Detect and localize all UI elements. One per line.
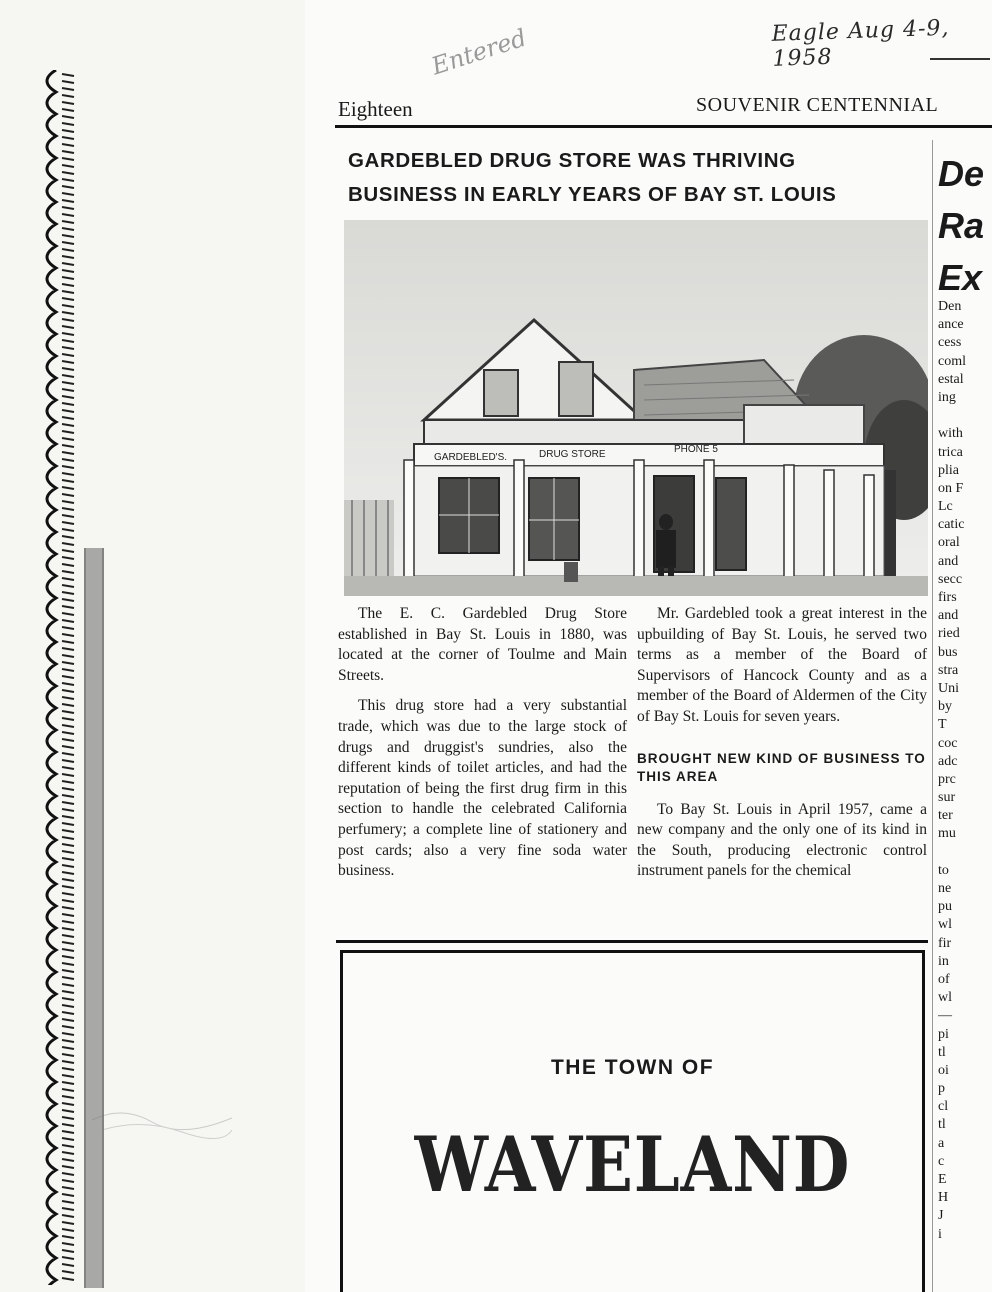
article-headline (348, 144, 923, 212)
hatch-mark (62, 1089, 74, 1091)
hatch-mark (62, 795, 74, 797)
neighbor-text-line: on F (938, 480, 964, 496)
hatch-mark (62, 242, 74, 244)
hatch-mark (62, 1201, 74, 1203)
headline-line-2: BUSINESS IN EARLY YEARS OF BAY ST. LOUIS (348, 183, 837, 206)
hatch-mark (62, 1047, 74, 1049)
hatch-mark (62, 606, 74, 608)
handwritten-entered-note: Entered (428, 23, 530, 81)
hatch-mark (62, 802, 74, 804)
hatch-mark (62, 417, 74, 419)
neighbor-text-line: cl (938, 1099, 949, 1115)
hatch-mark (62, 1180, 74, 1182)
hatch-mark (62, 410, 74, 412)
hatch-mark (62, 1110, 74, 1112)
hatch-mark (62, 1040, 74, 1042)
neighbor-text-line: mu (938, 826, 956, 842)
neighbor-text-line: cess (938, 335, 962, 351)
hatch-mark (62, 1026, 74, 1028)
hatch-mark (62, 1012, 74, 1014)
neighbor-text-line: ing (938, 389, 956, 405)
neighbor-text-line: coc (938, 735, 958, 751)
hatch-mark (62, 403, 74, 405)
hatch-mark (62, 529, 74, 531)
hatch-mark (62, 1054, 74, 1056)
hatch-mark (62, 312, 74, 314)
hatch-mark (62, 991, 74, 993)
hatch-mark (62, 235, 74, 237)
hatch-mark (62, 851, 74, 853)
hatch-mark (62, 508, 74, 510)
hatch-mark (62, 326, 74, 328)
hatch-mark (62, 305, 74, 307)
hatch-mark (62, 1061, 74, 1063)
sign-middle-text: DRUG STORE (539, 449, 606, 460)
hatch-mark (62, 473, 74, 475)
neighbor-headline (938, 148, 984, 304)
hatch-mark (62, 1082, 74, 1084)
hatch-mark (62, 1117, 74, 1119)
hatch-mark (62, 543, 74, 545)
hatch-mark (62, 221, 74, 223)
neighbor-text-line: bus (938, 644, 958, 660)
tape-strip (84, 548, 104, 1288)
column-divider (932, 140, 933, 1292)
hatch-mark (62, 935, 74, 937)
hatch-mark (62, 557, 74, 559)
hatch-mark (62, 487, 74, 489)
hatch-mark (62, 858, 74, 860)
hatch-mark (62, 984, 74, 986)
hatch-mark (62, 214, 74, 216)
hatch-mark (62, 641, 74, 643)
hatch-mark (62, 1103, 74, 1105)
neighbor-text-line (938, 407, 992, 425)
sign-right-text: PHONE 5 (674, 444, 718, 455)
hatch-mark (62, 1215, 74, 1217)
neighbor-text-line: E (938, 1172, 947, 1187)
hatch-mark (62, 522, 74, 524)
hatch-mark (62, 382, 74, 384)
hatch-mark (62, 578, 74, 580)
hatch-mark (62, 690, 74, 692)
neighbor-text-line: i (938, 1226, 942, 1242)
article-subheading: BROUGHT NEW KIND OF BUSINESS TO THIS AREA (637, 750, 926, 784)
neighbor-text-line: wl (938, 990, 952, 1006)
neighbor-text-line: ance (938, 317, 964, 333)
neighbor-text-line: c (938, 1153, 945, 1169)
hatch-mark (62, 445, 74, 447)
hatch-mark (62, 144, 74, 146)
neighbor-headline-fragment: Ra (938, 205, 985, 246)
neighbor-text-line: in (938, 953, 949, 969)
neighbor-text-line: pu (938, 899, 952, 915)
handwritten-underline (930, 58, 990, 60)
scallop-line (47, 70, 56, 1285)
publication-title: SOUVENIR CENTENNIAL (696, 94, 939, 116)
hatch-mark (62, 1124, 74, 1126)
hatch-mark (62, 669, 74, 671)
hatch-mark (62, 550, 74, 552)
hatch-mark (62, 1187, 74, 1189)
hatch-mark (62, 1173, 74, 1175)
article-column-1 (338, 604, 627, 892)
neighbor-text-line: Den (938, 299, 962, 314)
hatch-mark (62, 116, 74, 118)
hatch-mark (62, 760, 74, 762)
paper-stain (92, 1100, 232, 1140)
hatch-mark (62, 956, 74, 958)
hatch-mark (62, 494, 74, 496)
hatch-mark (62, 697, 74, 699)
neighbor-article-text (938, 298, 992, 1244)
hatch-mark (62, 200, 74, 202)
hatch-mark (62, 1159, 74, 1161)
neighbor-text-line: oi (938, 1062, 949, 1078)
hatch-mark (62, 354, 74, 356)
hatch-mark (62, 158, 74, 160)
hatch-mark (62, 753, 74, 755)
hatch-mark (62, 1068, 74, 1070)
hatch-mark (62, 816, 74, 818)
hatch-mark (62, 1264, 74, 1266)
neighbor-text-line: H (938, 1190, 949, 1206)
hatch-mark (62, 361, 74, 363)
hatch-mark (62, 270, 74, 272)
hatch-mark (62, 844, 74, 846)
article-column-2 (637, 604, 927, 892)
hatch-mark (62, 249, 74, 251)
hatch-mark (62, 1278, 74, 1280)
hatch-mark (62, 347, 74, 349)
hatch-mark (62, 284, 74, 286)
drug-store-illustration (344, 220, 928, 596)
hatch-mark (62, 655, 74, 657)
hatch-mark (62, 949, 74, 951)
hatch-mark (62, 1222, 74, 1224)
neighbor-text-line: of (938, 971, 950, 987)
hatch-mark (62, 1271, 74, 1273)
hatch-mark (62, 879, 74, 881)
hatch-mark (62, 228, 74, 230)
neighbor-text-line: J (938, 1208, 944, 1224)
hatch-mark (62, 928, 74, 930)
hatch-mark (62, 179, 74, 181)
hatch-mark (62, 396, 74, 398)
hatch-mark (62, 130, 74, 132)
hatch-mark (62, 431, 74, 433)
hatch-mark (62, 914, 74, 916)
neighbor-text-line: trica (938, 444, 963, 460)
hatch-mark (62, 893, 74, 895)
hatch-mark (62, 95, 74, 97)
hatch-mark (62, 1019, 74, 1021)
hatch-mark (62, 732, 74, 734)
neighbor-text-line: with (938, 426, 963, 442)
neighbor-text-line: plia (938, 462, 959, 478)
sign-left-text: GARDEBLED'S. (434, 452, 508, 463)
hatch-mark (62, 368, 74, 370)
hatch-mark (62, 886, 74, 888)
neighbor-text-line: ter (938, 808, 953, 824)
neighbor-text-line: and (938, 553, 959, 569)
ad-subtitle: THE TOWN OF (550, 1056, 715, 1079)
neighbor-text-line: tl (938, 1117, 946, 1133)
hatch-mark (62, 102, 74, 104)
page-number: Eighteen (338, 97, 413, 121)
hatch-mark (62, 207, 74, 209)
hatch-mark (62, 634, 74, 636)
hatch-mark (62, 564, 74, 566)
hatch-mark (62, 718, 74, 720)
hatch-mark (62, 291, 74, 293)
hatch-mark (62, 1131, 74, 1133)
neighbor-headline-fragment: De (938, 153, 985, 194)
neighbor-text-line: catic (938, 517, 965, 533)
neighbor-text-line: wl (938, 917, 952, 933)
neighbor-text-line (938, 844, 992, 862)
hatch-mark (62, 515, 74, 517)
hatch-mark (62, 424, 74, 426)
neighbor-text-line: to (938, 862, 949, 878)
hatch-mark (62, 1152, 74, 1154)
neighbor-text-line: prc (938, 771, 956, 787)
hatch-mark (62, 193, 74, 195)
neighbor-text-line: Lc (938, 499, 953, 515)
neighbor-headline-fragment: Ex (938, 257, 983, 298)
hatch-mark (62, 746, 74, 748)
hatch-mark (62, 81, 74, 83)
hatch-mark (62, 375, 74, 377)
neighbor-text-line: sur (938, 790, 956, 806)
hatch-mark (62, 900, 74, 902)
hatch-mark (62, 739, 74, 741)
hatch-mark (62, 998, 74, 1000)
hatch-mark (62, 123, 74, 125)
hatch-mark (62, 676, 74, 678)
hatch-mark (62, 599, 74, 601)
hatch-mark (62, 466, 74, 468)
hatch-mark (62, 907, 74, 909)
hatch-mark (62, 88, 74, 90)
hatch-mark (62, 1243, 74, 1245)
hatch-mark (62, 333, 74, 335)
neighbor-text-line: firs (938, 590, 957, 605)
hatch-mark (62, 620, 74, 622)
neighbor-text-line: ne (938, 881, 952, 896)
hatch-mark (62, 627, 74, 629)
hatch-mark (62, 648, 74, 650)
hatch-mark (62, 480, 74, 482)
hatch-mark (62, 725, 74, 727)
neighbor-text-line: Uni (938, 680, 959, 696)
hatch-mark (62, 774, 74, 776)
neighbor-text-line: fir (938, 935, 952, 951)
hatch-mark (62, 921, 74, 923)
hatch-mark (62, 536, 74, 538)
neighbor-text-line: secc (938, 571, 963, 587)
hatch-mark (62, 837, 74, 839)
hatch-mark (62, 704, 74, 706)
masthead-rule (335, 125, 992, 128)
hatch-mark (62, 277, 74, 279)
hatch-mark (62, 1075, 74, 1077)
hatch-mark (62, 711, 74, 713)
neighbor-text-line: T (938, 717, 947, 733)
hatch-mark (62, 1229, 74, 1231)
drug-store-photo (344, 220, 928, 596)
hatch-mark (62, 186, 74, 188)
hatch-mark (62, 74, 74, 76)
hatch-mark (62, 459, 74, 461)
neighbor-text-line: a (938, 1135, 945, 1151)
headline-line-1: GARDEBLED DRUG STORE WAS THRIVING (348, 149, 796, 172)
hatch-mark (62, 1236, 74, 1238)
hatch-mark (62, 662, 74, 664)
neighbor-text-line: ried (938, 626, 960, 642)
article-paragraph: To Bay St. Louis in April 1957, came a new company and the only one of its kind in the South, producing electronic control instrument panels for the chemical (637, 800, 927, 880)
neighbor-text-line: coml (938, 353, 966, 369)
hatch-mark (62, 438, 74, 440)
hatch-mark (62, 865, 74, 867)
hatch-mark (62, 109, 74, 111)
hatch-mark (62, 767, 74, 769)
hatch-mark (62, 683, 74, 685)
hatch-mark (62, 788, 74, 790)
hatch-mark (62, 1257, 74, 1259)
hatch-mark (62, 613, 74, 615)
neighbor-text-line: adc (938, 753, 958, 769)
hatch-mark (62, 165, 74, 167)
hatch-mark (62, 1138, 74, 1140)
hatch-mark (62, 592, 74, 594)
neighbor-text-line: p (938, 1081, 945, 1097)
hatch-mark (62, 781, 74, 783)
neighbor-text-line: — (938, 1008, 952, 1024)
hatch-mark (62, 872, 74, 874)
hatch-mark (62, 263, 74, 265)
handwritten-date: Eagle Aug 4-9, 1958 (771, 15, 950, 72)
neighbor-text-line: and (938, 608, 959, 624)
hatch-mark (62, 1194, 74, 1196)
hatch-mark (62, 172, 74, 174)
neighbor-text-line: by (938, 699, 952, 715)
hatch-mark (62, 970, 74, 972)
hatch-mark (62, 942, 74, 944)
hatch-mark (62, 830, 74, 832)
neighbor-text-line: oral (938, 535, 960, 551)
hatch-mark (62, 1033, 74, 1035)
article-paragraph: Mr. Gardebled took a great interest in the upbuilding of Bay St. Louis, he served two terms as a member of the Board of Supervisors of Hancock County and as a member of the Board of Aldermen of the City of Bay St. Louis for seven years. (637, 605, 927, 725)
hatch-mark (62, 340, 74, 342)
hatch-mark (62, 151, 74, 153)
neighbor-text-line: tl (938, 1044, 946, 1060)
hatch-mark (62, 1166, 74, 1168)
hatch-mark (62, 1005, 74, 1007)
neighbor-text-line: stra (938, 662, 959, 678)
hatch-mark (62, 977, 74, 979)
neighbor-text-line: pi (938, 1026, 949, 1042)
hatch-mark (62, 1096, 74, 1098)
article-end-rule (336, 940, 928, 943)
hatch-mark (62, 571, 74, 573)
hatch-mark (62, 298, 74, 300)
ad-title: WAVELAND (414, 1120, 851, 1209)
hatch-mark (62, 452, 74, 454)
hatch-mark (62, 809, 74, 811)
hatch-mark (62, 1208, 74, 1210)
neighbor-text-line: estal (938, 371, 964, 387)
hatch-mark (62, 1250, 74, 1252)
hatch-mark (62, 319, 74, 321)
hatch-mark (62, 256, 74, 258)
article-paragraph: This drug store had a very substantial trade, which was due to the large stock of drugs and druggist's sundries, also the different kinds of toilet articles, and had the reputation of being the first drug firm in this section to handle the celebrated California perfumery; a complete line of stationery and post cards; also a very fine soda water business. (338, 697, 627, 880)
hatch-mark (62, 823, 74, 825)
hatch-mark (62, 963, 74, 965)
hatch-mark (62, 389, 74, 391)
hatch-mark (62, 585, 74, 587)
hatch-mark (62, 137, 74, 139)
hatch-mark (62, 501, 74, 503)
article-paragraph: The E. C. Gardebled Drug Store established in Bay St. Louis in 1880, was located at the corner of Toulme and Main Streets. (338, 605, 627, 684)
hatch-mark (62, 1145, 74, 1147)
